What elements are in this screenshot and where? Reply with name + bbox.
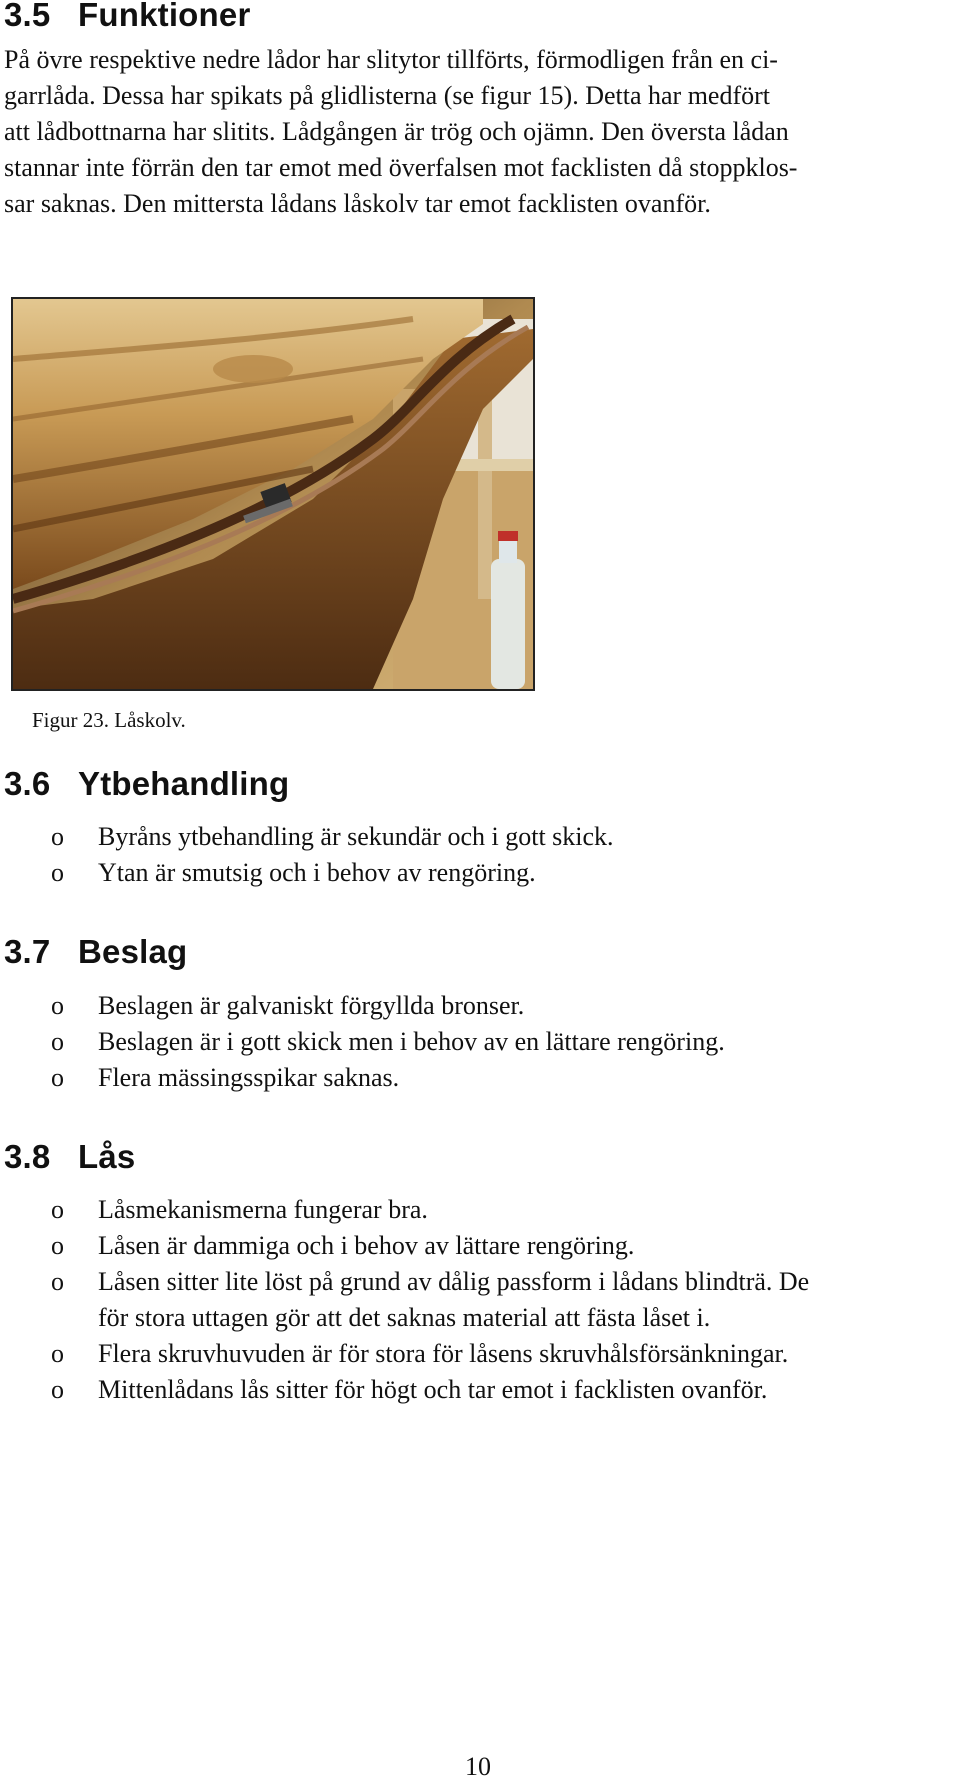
list-item <box>0 1372 960 1408</box>
list-item-text: Låsen sitter lite löst på grund av dålig passform i lådans blindträ. De <box>98 1267 810 1296</box>
list-item <box>0 1264 960 1336</box>
drawer-lock-photo-illustration <box>13 299 533 689</box>
section-number: 3.8 <box>4 1138 51 1175</box>
section-heading-3-5 <box>4 0 251 34</box>
figure-photo-laskolv <box>11 297 535 691</box>
figure-caption: Figur 23. Låskolv. <box>32 708 186 732</box>
section-title: Beslag <box>78 933 188 970</box>
paragraph-line: På övre respektive nedre lådor har slitytor tillförts, förmodligen från en ci- <box>4 45 778 74</box>
paragraph-funktioner <box>4 42 954 222</box>
bullet-marker: o <box>51 1027 64 1056</box>
bullet-marker: o <box>51 858 64 887</box>
list-item-text: Mittenlådans lås sitter för högt och tar emot i facklisten ovanför. <box>98 1375 768 1404</box>
list-item-text: Flera skruvhuvuden är för stora för låsens skruvhålsförsänkningar. <box>98 1339 789 1368</box>
section-number: 3.7 <box>4 933 51 970</box>
bullet-marker: o <box>51 1195 64 1224</box>
list-item <box>0 819 960 855</box>
paragraph-line: att lådbottnarna har slitits. Lådgången är trög och ojämn. Den översta lådan <box>4 117 789 146</box>
list-item-text: Flera mässingsspikar saknas. <box>98 1063 400 1092</box>
list-item <box>0 1060 960 1096</box>
section-heading-3-7 <box>4 933 187 971</box>
paragraph-line: stannar inte förrän den tar emot med överfalsen mot facklisten då stoppklos- <box>4 153 798 182</box>
section-heading-3-6 <box>4 765 289 803</box>
page-number: 10 <box>465 1752 491 1781</box>
list-item-text: Beslagen är i gott skick men i behov av en lättare rengöring. <box>98 1027 725 1056</box>
section-title: Lås <box>78 1138 136 1175</box>
section-number: 3.5 <box>4 0 51 33</box>
list-beslag <box>0 988 960 1096</box>
list-item-text: Låsmekanismerna fungerar bra. <box>98 1195 428 1224</box>
section-title: Ytbehandling <box>78 765 290 802</box>
list-item-text: Byråns ytbehandling är sekundär och i gott skick. <box>98 822 614 851</box>
list-item <box>0 1336 960 1372</box>
bullet-marker: o <box>51 1063 64 1092</box>
list-item <box>0 855 960 891</box>
list-item-text: Beslagen är galvaniskt förgyllda bronser. <box>98 991 525 1020</box>
paragraph-line: garrlåda. Dessa har spikats på glidlisterna (se figur 15). Detta har medfört <box>4 81 771 110</box>
list-ytbehandling <box>0 819 960 891</box>
list-item <box>0 988 960 1024</box>
bullet-marker: o <box>51 822 64 851</box>
list-las <box>0 1192 960 1408</box>
list-item <box>0 1228 960 1264</box>
bullet-marker: o <box>51 1231 64 1260</box>
section-number: 3.6 <box>4 765 51 802</box>
section-heading-3-8 <box>4 1138 135 1176</box>
list-item <box>0 1192 960 1228</box>
list-item-text: Ytan är smutsig och i behov av rengöring. <box>98 858 536 887</box>
bullet-marker: o <box>51 1267 64 1296</box>
paragraph-line: sar saknas. Den mittersta lådans låskolv tar emot facklisten ovanför. <box>4 189 711 218</box>
list-item-text: Låsen är dammiga och i behov av lättare rengöring. <box>98 1231 635 1260</box>
bullet-marker: o <box>51 991 64 1020</box>
bullet-marker: o <box>51 1375 64 1404</box>
list-item <box>0 1024 960 1060</box>
section-title: Funktioner <box>78 0 251 33</box>
bullet-marker: o <box>51 1339 64 1368</box>
list-item-text-continuation: för stora uttagen gör att det saknas material att fästa låset i. <box>98 1303 711 1332</box>
